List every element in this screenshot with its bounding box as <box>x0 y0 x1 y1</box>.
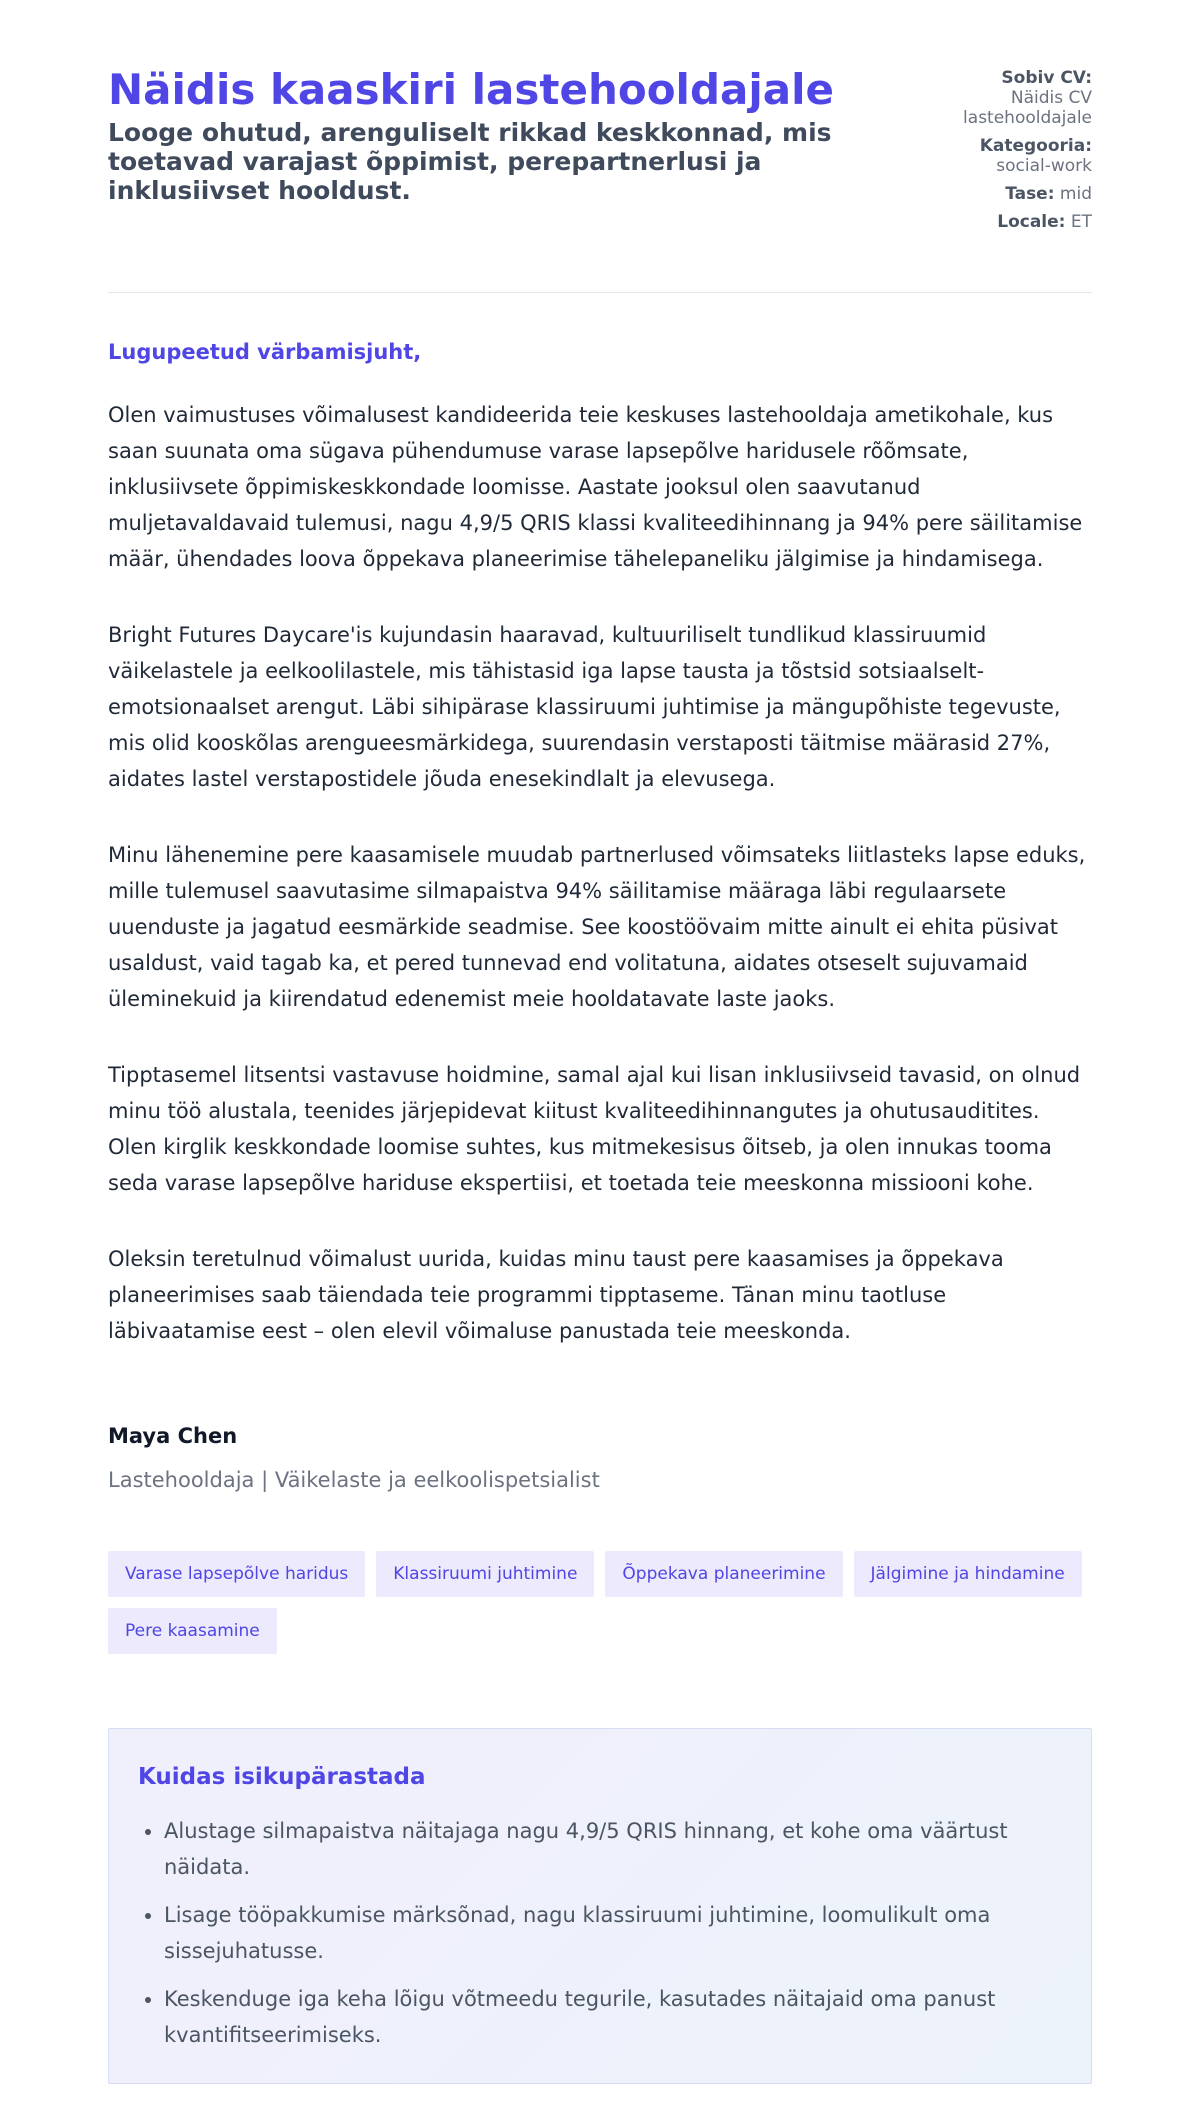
letter-paragraph: Bright Futures Daycare'is kujundasin haaravad, kultuuriliselt tundlikud klassiruumid väikelastele ja eelkoolilastele, mis tähistasid iga lapse tausta ja tõstsid sotsiaalselt-emotsionaalset arengut. Läbi sihipärase klassiruumi juhtimise ja mängupõhiste tegevuste, mis olid kooskõlas arengueesmärkidega, suurendasin verstaposti täitmise määrasid 27%, aidates lastel verstapostidele jõuda enesekindlalt ja elevusega. <box>108 623 1061 791</box>
signature-block <box>108 1423 1092 1493</box>
header-titles <box>108 66 868 205</box>
tips-list <box>138 1813 1062 2053</box>
skill-tags <box>108 1551 1108 1654</box>
meta-key: Locale: <box>997 212 1066 232</box>
skill-tag: Pere kaasamine <box>108 1608 277 1654</box>
letter-paragraph: Minu lähenemine pere kaasamisele muudab partnerlused võimsateks liitlasteks lapse eduks, mille tulemusel saavutasime silmapaistva 94% säilitamise määraga läbi regulaarsete uuenduste ja jagatud eesmärkide seadmise. See koostöövaim mitte ainult ei ehita püsivat usaldust, vaid tagab ka, et pered tunnevad end volitatuna, aidates otseselt sujuvamaid üleminekuid ja kiirendatud edenemist meie hooldatavate laste jaoks. <box>108 843 1086 1011</box>
letter-paragraph: Oleksin teretulnud võimalust uurida, kuidas minu taust pere kaasamises ja õppekava planeerimises saab täiendada teie programmi tipptaseme. Tänan minu taotluse läbivaatamise eest – olen elevil võimaluse panustada teie meeskonda. <box>108 1247 1004 1343</box>
meta-value: social-work <box>996 156 1092 176</box>
page-subtitle: Looge ohutud, arenguliselt rikkad keskkonnad, mis toetavad varajast õppimist, perepartnerlusi ja inklusiivset hooldust. <box>108 118 832 205</box>
tip-item: • Keskenduge iga keha lõigu võtmeedu tegurile, kasutades näitajaid oma panust kvantifitseerimiseks. <box>164 1981 1062 2053</box>
meta-key: Kategooria: <box>979 136 1092 156</box>
skill-tag: Õppekava planeerimine <box>605 1551 842 1597</box>
meta-panel <box>942 68 1092 240</box>
tip-item: • Alustage silmapaistva näitajaga nagu 4,9/5 QRIS hinnang, et kohe oma väärtust näidata. <box>164 1813 1062 1885</box>
skill-tag: Varase lapsepõlve haridus <box>108 1551 365 1597</box>
meta-category <box>942 136 1092 176</box>
meta-level <box>942 184 1092 204</box>
personalization-tips <box>108 1728 1092 2084</box>
signature-title: Lastehooldaja | Väikelaste ja eelkoolispetsialist <box>108 1468 600 1492</box>
meta-value: mid <box>1059 184 1092 204</box>
letter-body <box>108 293 1092 2084</box>
meta-key: Sobiv CV: <box>1001 68 1092 88</box>
meta-value: Näidis CV lastehooldajale <box>963 88 1092 128</box>
document-header <box>108 0 1092 293</box>
letter-paragraph: Olen vaimustuses võimalusest kandideerida teie keskuses lastehooldaja ametikohale, kus saan suunata oma sügava pühendumuse varase lapsepõlve haridusele rõõmsate, inklusiivsete õppimiskeskkondade loomisse. Aastate jooksul olen saavutanud muljetavaldavaid tulemusi, nagu 4,9/5 QRIS klassi kvaliteedihinnang ja 94% pere säilitamise määr, ühendades loova õppekava planeerimise tähelepaneliku jälgimise ja hindamisega. <box>108 403 1083 571</box>
meta-value: ET <box>1070 212 1092 232</box>
letter-paragraph: Tipptasemel litsentsi vastavuse hoidmine, samal ajal kui lisan inklusiivseid tavasid, on olnud minu töö alustala, teenides järjepidevat kiitust kvaliteedihinnangutes ja ohutusauditites. Olen kirglik keskkondade loomise suhtes, kus mitmekesisus õitseb, ja olen innukas tooma seda varase lapsepõlve hariduse ekspertiisi, et toetada teie meeskonna missiooni kohe. <box>108 1063 1081 1195</box>
signature-name: Maya Chen <box>108 1424 238 1448</box>
skill-tag: Jälgimine ja hindamine <box>854 1551 1082 1597</box>
page-title: Näidis kaaskiri lastehooldajale <box>108 65 834 114</box>
skill-tag: Klassiruumi juhtimine <box>376 1551 594 1597</box>
meta-locale <box>942 212 1092 232</box>
tips-title: Kuidas isikupärastada <box>138 1764 426 1790</box>
salutation: Lugupeetud värbamisjuht, <box>108 340 422 364</box>
tip-item: • Lisage tööpakkumise märksõnad, nagu klassiruumi juhtimine, loomulikult oma sissejuhatusse. <box>164 1897 1062 1969</box>
meta-matching-cv <box>942 68 1092 128</box>
meta-key: Tase: <box>1005 184 1055 204</box>
